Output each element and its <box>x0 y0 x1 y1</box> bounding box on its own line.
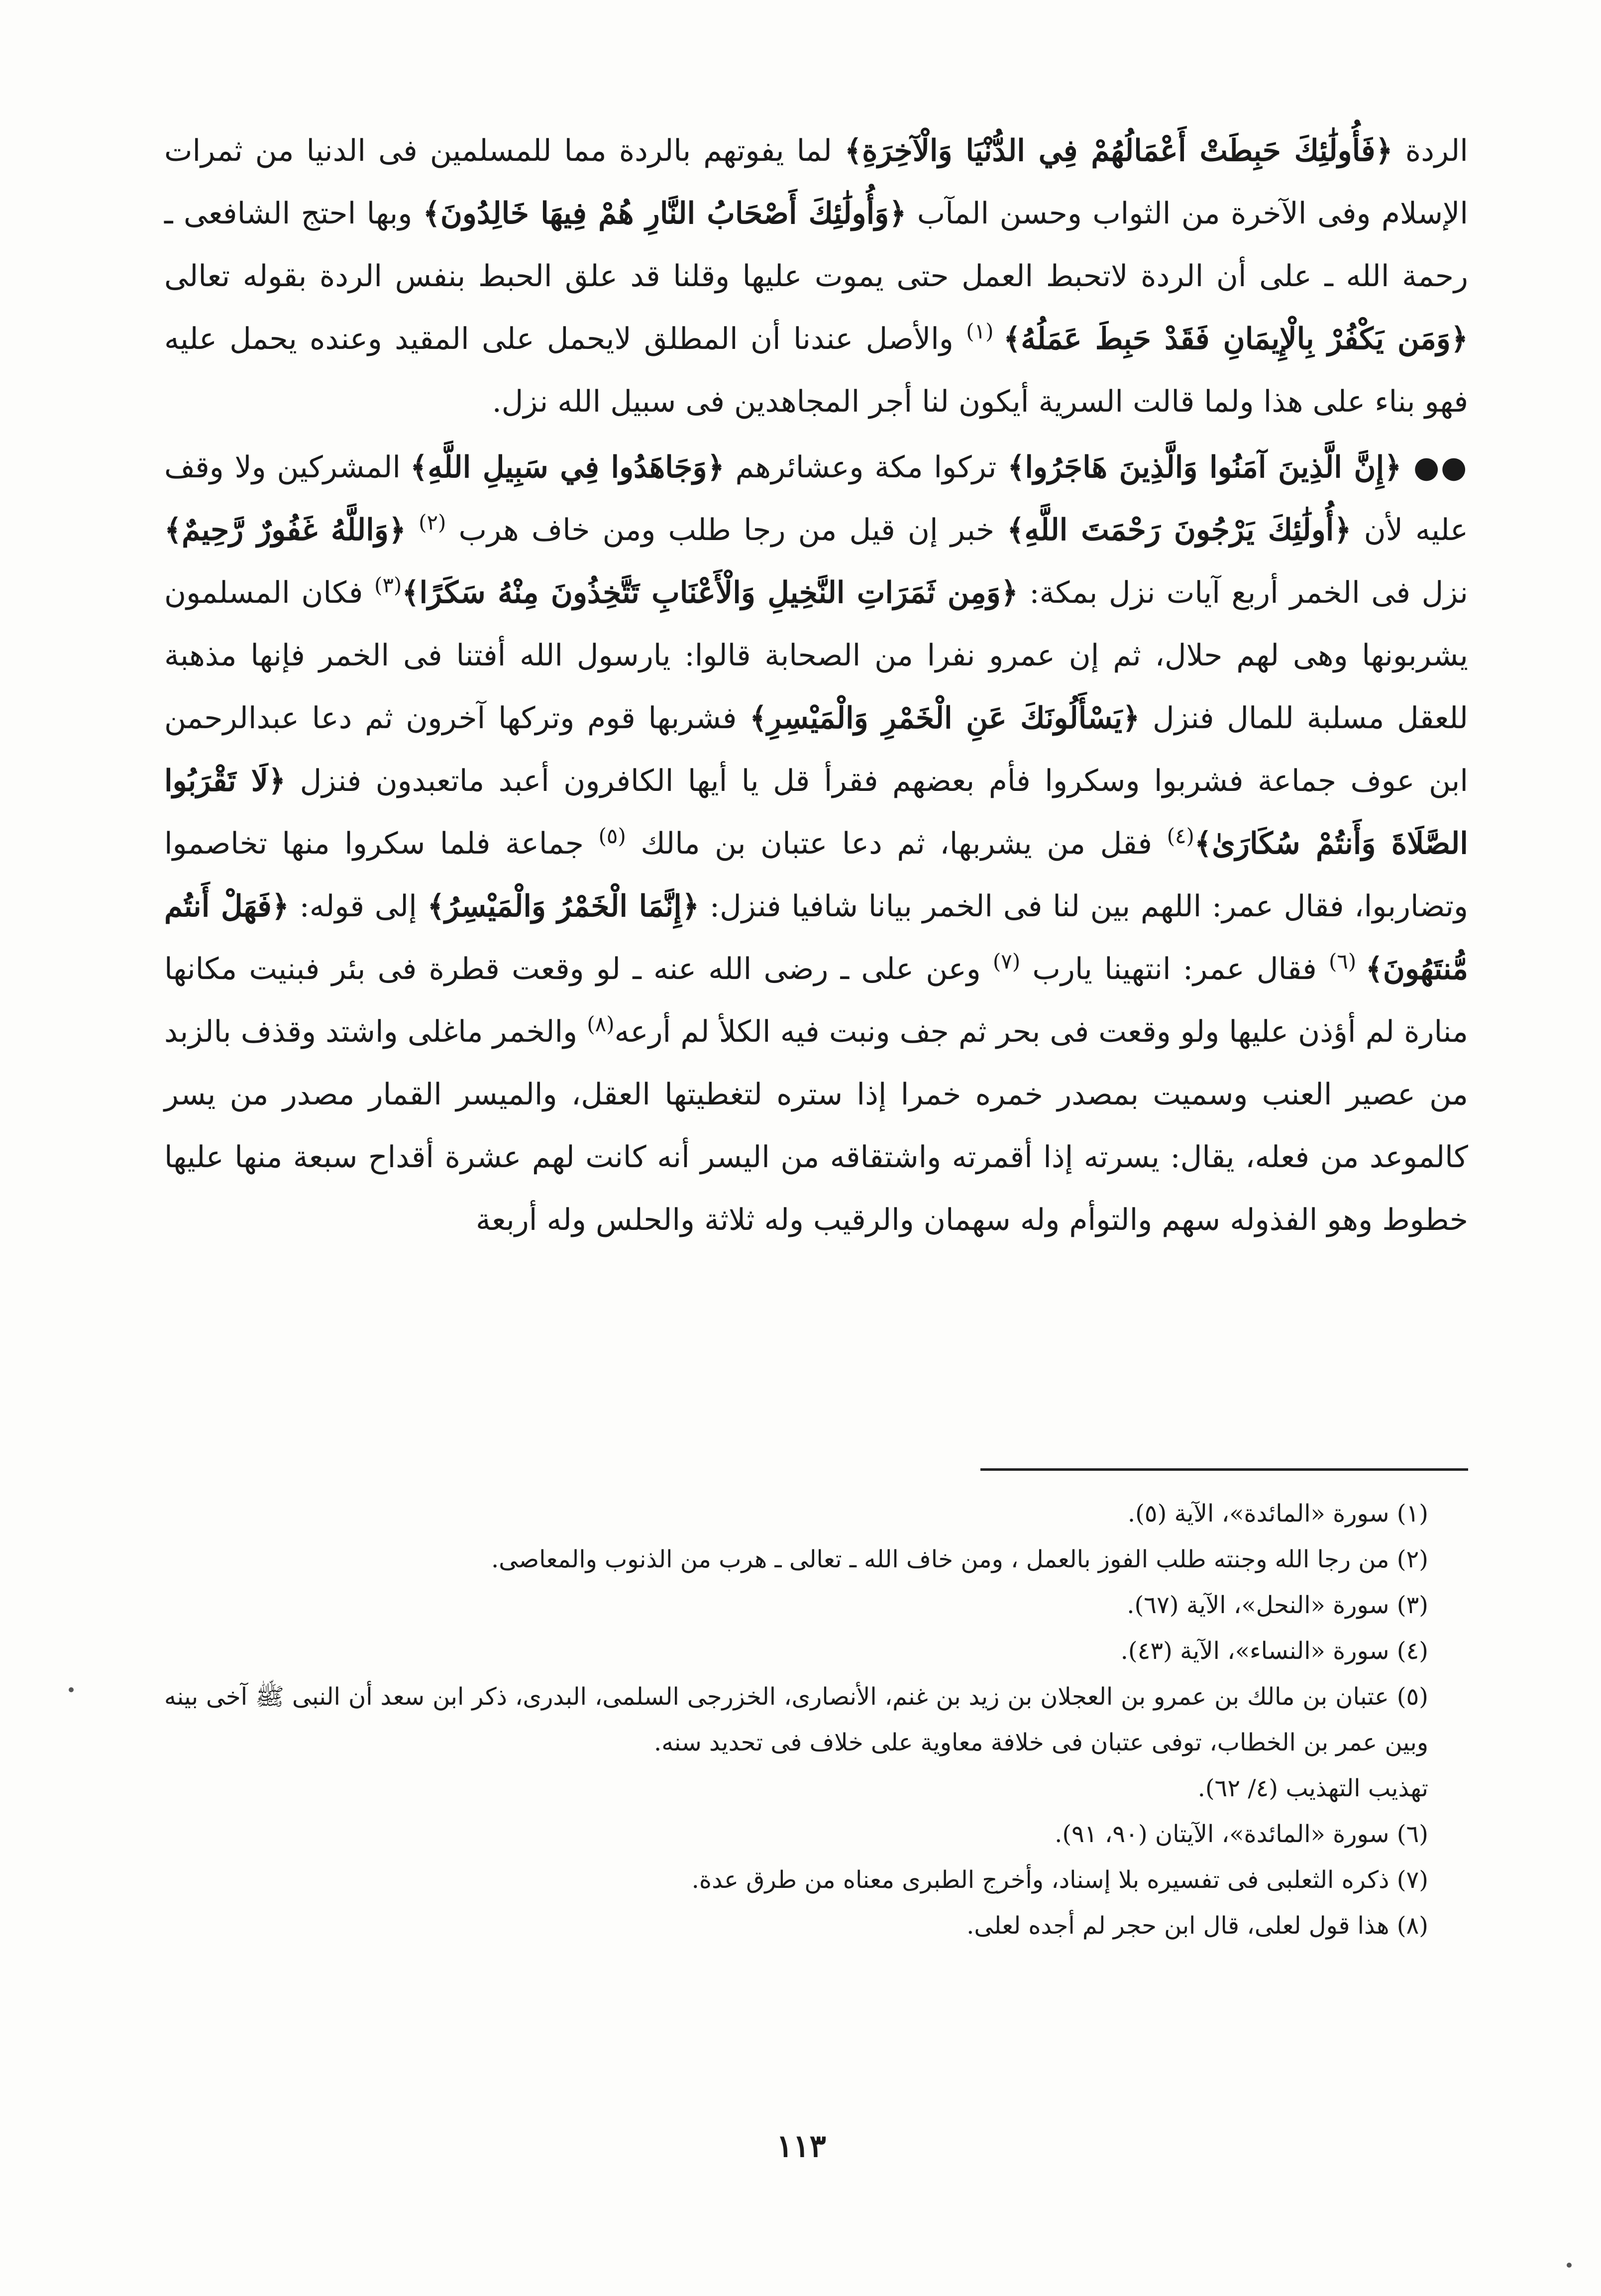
footnote-separator <box>980 1468 1468 1471</box>
quran-verse: ﴿وَمَن يَكْفُرْ بِالْإِيمَانِ فَقَدْ حَبِطَ عَمَلُهُ﴾ <box>1003 322 1468 356</box>
text-run: فكان المسلمون يشربونها وهى لهم حلال، ثم إن عمرو نفرا من الصحابة قالوا: يارسول الله أفتنا فى الخمر فإنها مذهبة للعقل مسلبة للمال فنزل <box>164 575 1469 736</box>
footnote-marker: (١) <box>966 319 1004 343</box>
text-run: خبر إن قيل من رجا طلب ومن خاف هرب <box>446 513 1007 547</box>
page-number: ١١٣ <box>776 2128 826 2164</box>
text-run: تركوا مكة وعشائرهم <box>724 450 1008 485</box>
footnote-marker: (٤) <box>1167 824 1194 848</box>
text-run: فشربها قوم وتركها آخرون ثم دعا عبدالرحمن ابن عوف جماعة فشربوا وسكروا فأم بعضهم فقرأ قل يا أيها الكافرون أعبد ماتعبدون فنزل <box>164 701 1469 798</box>
text-run: لما يفوتهم بالردة مما للمسلمين فى الدنيا من ثمرات الإسلام وفى الآخرة من الثواب وحسن المآب <box>164 133 1468 231</box>
text-run: نزل فى الخمر أربع آيات نزل بمكة: <box>1018 575 1469 610</box>
footnote-item: (٥) عتبان بن مالك بن عمرو بن العجلان بن زيد بن غنم، الأنصارى، الخزرجى السلمى، البدرى، ذكر ابن سعد أن النبى ﷺ آخى بينه وبين عمر بن الخطاب، توفى عتبان فى خلافة معاوية على خلاف فى تحديد سنه. <box>164 1683 1428 1756</box>
quran-verse: ﴿وَأُولَٰئِكَ أَصْحَابُ النَّارِ هُمْ فِيهَا خَالِدُونَ﴾ <box>423 196 907 231</box>
quran-verse: ﴿فَهَلْ أَنتُم مُّنتَهُونَ﴾ <box>164 889 1468 986</box>
text-run: الردة <box>1392 133 1468 168</box>
footnote-marker: (٣) <box>374 573 402 597</box>
quran-verse: ﴿فَأُولَٰئِكَ حَبِطَتْ أَعْمَالُهُمْ فِي الدُّنْيَا وَالْآخِرَةِ﴾ <box>844 133 1393 168</box>
footnote-marker: (٦) <box>1328 949 1366 974</box>
quran-verse: ﴿وَجَاهَدُوا فِي سَبِيلِ اللَّهِ﴾ <box>410 450 725 485</box>
footnotes-section <box>164 1491 1468 1949</box>
quran-verse: ﴿أُولَٰئِكَ يَرْجُونَ رَحْمَتَ اللَّهِ﴾ <box>1007 513 1352 547</box>
quran-verse: ﴿لَا تَقْرَبُوا الصَّلَاةَ وَأَنتُمْ سُكَارَىٰ﴾ <box>164 764 1468 861</box>
scan-speck <box>1567 2263 1572 2268</box>
quran-verse: ﴿وَاللَّهُ غَفُورٌ رَّحِيمٌ﴾ <box>164 513 406 547</box>
text-run: إلى قوله: <box>289 889 427 924</box>
text-run: فقال عمر: انتهينا يارب <box>1020 952 1329 986</box>
footnote-item: (٦) سورة «المائدة»، الآيتان (٩٠، ٩١). <box>1055 1820 1428 1848</box>
footnote-marker: (٧) <box>992 949 1021 974</box>
footnote-item: (٨) هذا قول لعلى، قال ابن حجر لم أجده لعلى. <box>966 1912 1428 1940</box>
text-run: والأصل عندنا أن المطلق لايحمل على المقيد وعنده يحمل عليه فهو بناء على هذا ولما قالت السرية أيكون لنا أجر المجاهدين فى سبيل الله نزل. <box>164 322 1468 419</box>
scan-speck <box>69 1687 74 1692</box>
footnote-item: (٧) ذكره الثعلبى فى تفسيره بلا إسناد، وأخرج الطبرى معناه من طرق عدة. <box>691 1866 1428 1894</box>
quran-verse: ﴿إِنَّمَا الْخَمْرُ وَالْمَيْسِرُ﴾ <box>427 889 700 924</box>
text-run <box>406 513 419 547</box>
text-run: والخمر ماغلى واشتد وقذف بالزبد من عصير العنب وسميت بمصدر خمره خمرا إذا ستره لتغطيتها العقل، والميسر القمار مصدر من يسر كالموعد من فعله، يقال: يسرته إذا أقمرته واشتقاقه من اليسر أنه كانت لهم عشرة أقداح سبعة منها عليها خطوط وهو الفذوله سهم والتوأم وله سهمان والرقيب وله ثلاثة والحلس وله أربعة <box>164 1014 1468 1237</box>
footnote-marker: (٨) <box>587 1012 615 1036</box>
footnote-item: (١) سورة «المائدة»، الآية (٥). <box>1127 1500 1428 1528</box>
footnote-marker: (٥) <box>598 824 626 848</box>
quran-verse: ﴿يَسْأَلُونَكَ عَنِ الْخَمْرِ وَالْمَيْسِرِ﴾ <box>749 701 1140 736</box>
footnote-item: (٢) من رجا الله وجنته طلب الفوز بالعمل ، ومن خاف الله ـ تعالى ـ هرب من الذنوب والمعاصى. <box>491 1545 1428 1573</box>
footnote-item: (٤) سورة «النساء»، الآية (٤٣). <box>1120 1637 1428 1665</box>
footnote-item: (٣) سورة «النحل»، الآية (٦٧). <box>1127 1591 1428 1619</box>
quran-verse: ﴿إِنَّ الَّذِينَ آمَنُوا وَالَّذِينَ هَاجَرُوا﴾ <box>1007 450 1402 485</box>
body-paragraph <box>164 436 1468 1251</box>
text-run: فقل من يشربها، ثم دعا عتبان بن مالك <box>626 826 1167 861</box>
text-run: وعن على ـ رضى الله عنه ـ لو وقعت قطرة فى بئر فبنيت مكانها منارة لم أؤذن عليها ولو وقعت فى بحر ثم جف ونبت فيه الكلأ لم أرعه <box>164 952 1469 1049</box>
footnote-reference: تهذيب التهذيب (٤/ ٦٢). <box>1197 1774 1428 1802</box>
body-paragraph <box>164 119 1468 433</box>
main-text-body <box>164 119 1468 1251</box>
text-run: وبها احتج الشافعى ـ رحمة الله ـ على أن الردة لاتحبط العمل حتى يموت عليها وقلنا قد علق الحبط بنفس الردة بقوله تعالى <box>164 196 1468 294</box>
footnote-marker: (٢) <box>419 510 446 535</box>
section-bullet: ●● <box>1401 450 1468 485</box>
quran-verse: ﴿وَمِن ثَمَرَاتِ النَّخِيلِ وَالْأَعْنَابِ تَتَّخِذُونَ مِنْهُ سَكَرًا﴾ <box>402 575 1018 610</box>
text-run: جماعة فلما سكروا منها تخاصموا وتضاربوا، فقال عمر: اللهم بين لنا فى الخمر بيانا شافيا فنزل: <box>164 826 1468 924</box>
text-run: المشركين ولا وقف عليه لأن <box>164 450 1468 547</box>
